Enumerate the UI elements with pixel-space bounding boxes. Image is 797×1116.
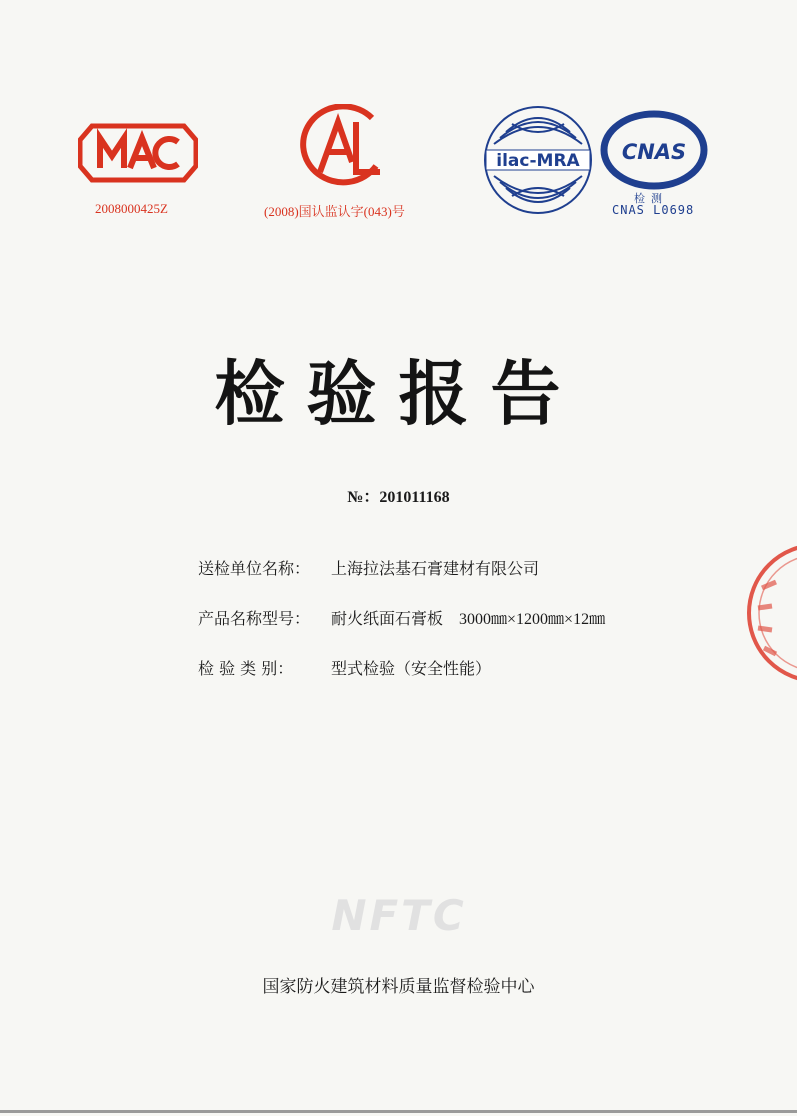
- red-seal-graphic: [742, 538, 797, 688]
- inspection-type-field: [198, 656, 491, 679]
- cma-logo-graphic: [78, 122, 198, 184]
- product-field: [198, 606, 605, 629]
- issuer-name: 国家防火建筑材料质量监督检验中心: [262, 977, 535, 997]
- ilac-mra-logo: [482, 104, 594, 216]
- svg-text:ilac-MRA: ilac-MRA: [496, 151, 580, 171]
- inspection-type-value: 型式检验（安全性能）: [331, 659, 492, 678]
- svg-text:NFTC: NFTC: [330, 891, 467, 940]
- product-value: 耐火纸面石膏板: [331, 609, 444, 628]
- client-field: [198, 556, 539, 579]
- ilac-mra-graphic: [482, 104, 594, 216]
- report-title: 检验报告: [214, 353, 583, 435]
- product-dimensions: 3000㎜×1200㎜×12㎜: [459, 611, 606, 628]
- cnas-graphic: [598, 108, 710, 192]
- bottom-edge-line: [0, 1110, 797, 1113]
- svg-text:CNAS: CNAS: [621, 140, 687, 164]
- red-seal: [742, 538, 797, 688]
- cnas-caption-cn: 检测: [634, 192, 668, 205]
- cal-logo: [290, 104, 390, 190]
- cnas-code: CNAS L0698: [612, 203, 695, 217]
- inspection-type-label: 检 验 类 别：: [198, 659, 294, 678]
- nftc-watermark: [0, 890, 797, 950]
- client-value: 上海拉法基石膏建材有限公司: [331, 559, 540, 578]
- client-label: 送检单位名称：: [198, 559, 311, 578]
- cal-number: (2008)国认监认字(043)号: [264, 204, 405, 219]
- cnas-logo: [598, 108, 710, 192]
- cma-number: 2008000425Z: [95, 201, 168, 216]
- cal-logo-graphic: [290, 104, 390, 190]
- cma-logo: [78, 122, 198, 184]
- report-number: №：201011168: [347, 489, 450, 506]
- product-label: 产品名称型号：: [198, 609, 311, 628]
- nftc-watermark-graphic: [319, 890, 479, 940]
